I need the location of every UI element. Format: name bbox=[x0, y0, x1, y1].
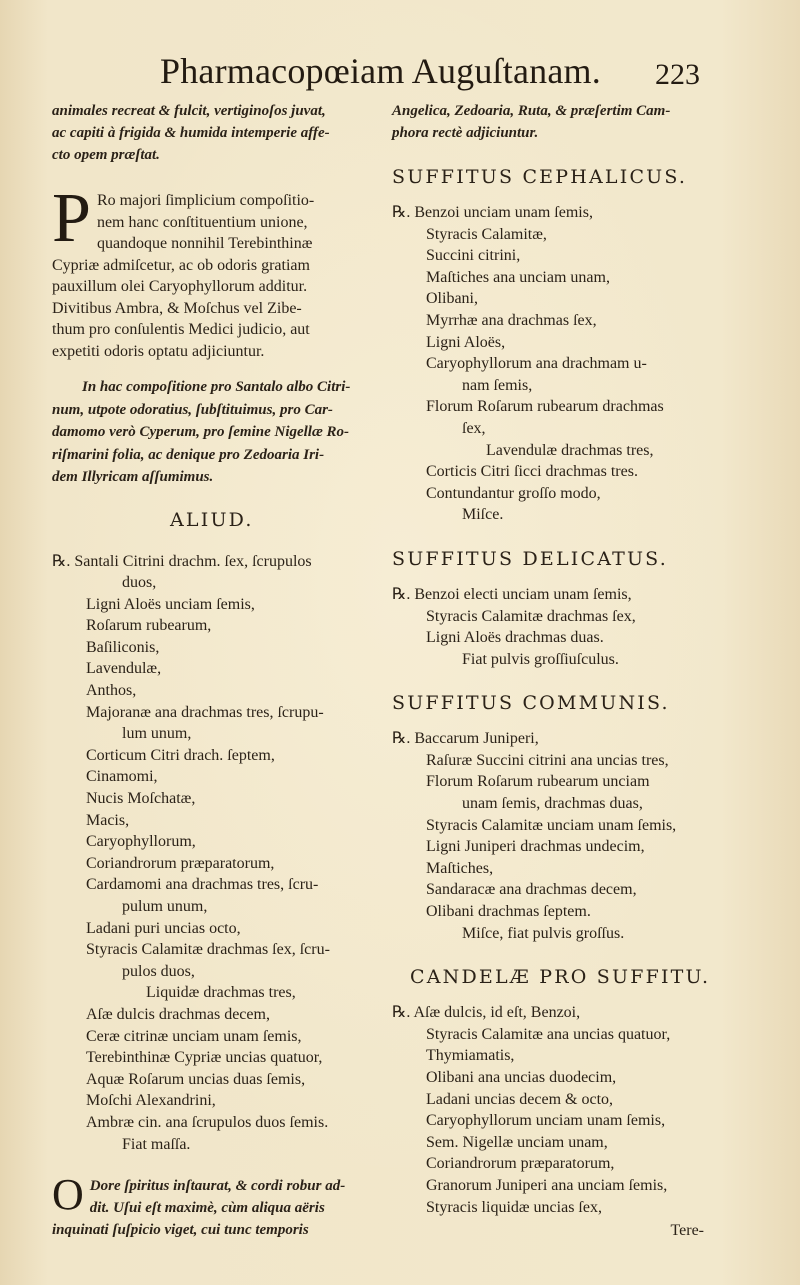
recipe-line: Styracis Calamitæ unciam unam ſemis, bbox=[426, 816, 677, 834]
text-line: damomo verò Cyperum, pro ſemine Nigellæ Ro- bbox=[52, 424, 350, 440]
text-line: Cypriæ admiſcetur, ac ob odoris gratiam bbox=[52, 256, 310, 274]
recipe-line: Ligni Aloës drachmas duas. bbox=[426, 629, 604, 647]
left-column bbox=[52, 100, 382, 1241]
recipe-line: Aſæ dulcis drachmas decem, bbox=[86, 1005, 270, 1023]
recipe-line: Caryophyllorum, bbox=[86, 833, 196, 851]
recipe-line: Nucis Moſchatæ, bbox=[86, 790, 196, 808]
recipe-first-line: ℞. Benzoi electi unciam unam ſemis, bbox=[392, 585, 632, 603]
recipe-line: Sandaracæ ana drachmas decem, bbox=[426, 881, 637, 899]
pro-paragraph bbox=[52, 180, 382, 362]
recipe-line: Granorum Juniperi ana unciam ſemis, bbox=[426, 1176, 668, 1194]
drop-cap-p: P bbox=[52, 180, 91, 257]
text-line: cto opem præſtat. bbox=[52, 147, 160, 163]
recipe-line: Maſtiches, bbox=[426, 859, 494, 877]
recipe-line: Succini citrini, bbox=[426, 247, 521, 265]
section-candelae bbox=[392, 966, 722, 1218]
drop-cap-o: O bbox=[52, 1170, 84, 1220]
text-line: animales recreat & fulcit, vertiginoſos juvat, bbox=[52, 103, 326, 119]
recipe-line: Cardamomi ana drachmas tres, ſcru- bbox=[86, 876, 319, 894]
in-hac-paragraph bbox=[52, 376, 382, 489]
recipe-line: Baſiliconis, bbox=[86, 638, 160, 656]
recipe-line: Styracis liquidæ uncias ſex, bbox=[426, 1198, 602, 1216]
recipe-line: Coriandrorum præparatorum, bbox=[426, 1155, 615, 1173]
recipe-line: Sem. Nigellæ unciam unam, bbox=[426, 1133, 608, 1151]
text-line: pauxillum olei Caryophyllorum additur. bbox=[52, 278, 308, 295]
recipe-line: Coriandrorum præparatorum, bbox=[86, 854, 275, 872]
recipe-line: Thymiamatis, bbox=[426, 1047, 515, 1065]
recipe-line: Ligni Aloës, bbox=[426, 333, 506, 351]
recipe-line: Majoranæ ana drachmas tres, ſcrupu- bbox=[86, 703, 324, 721]
recipe-line: Aquæ Roſarum uncias duas ſemis, bbox=[86, 1070, 306, 1088]
section-cephalicus bbox=[392, 166, 722, 526]
text-line: thum pro conſulentis Medici judicio, aut bbox=[52, 321, 310, 338]
recipe-line: Styracis Calamitæ drachmas ſex, ſcru- bbox=[86, 941, 330, 959]
recipe-first-line: ℞. Benzoi unciam unam ſemis, bbox=[392, 204, 593, 221]
recipe-line: Fiat maſſa. bbox=[122, 1135, 191, 1153]
recipe-line: Ceræ citrinæ unciam unam ſemis, bbox=[86, 1027, 302, 1045]
recipe-line: Macis, bbox=[86, 811, 130, 829]
recipe-line: ſex, bbox=[462, 419, 486, 437]
text-line: expetiti odoris optatu adjiciuntur. bbox=[52, 342, 265, 360]
recipe-line: Ladani uncias decem & octo, bbox=[426, 1090, 614, 1108]
recipe-line: Corticis Citri ſicci drachmas tres. bbox=[426, 463, 638, 481]
recipe-line: Miſce. bbox=[462, 506, 504, 524]
recipe-line: Styracis Calamitæ drachmas ſex, bbox=[426, 607, 636, 625]
text-line: Dore ſpiritus inſtaurat, & cordi robur ad- bbox=[89, 1178, 346, 1195]
running-head-title: Pharmacopœiam Auguſtanam. bbox=[160, 51, 601, 91]
text-line: nem hanc conſtituentium unione, bbox=[96, 213, 308, 231]
recipe-line: Ligni Juniperi drachmas undecim, bbox=[426, 838, 645, 856]
recipe-line: Lavendulæ drachmas tres, bbox=[486, 441, 654, 459]
recipe-line: pulos duos, bbox=[122, 962, 195, 980]
recipe-line: Raſuræ Succini citrini ana uncias tres, bbox=[426, 751, 669, 769]
section-delicatus bbox=[392, 548, 722, 670]
text-line: quandoque nonnihil Terebinthinæ bbox=[96, 235, 313, 252]
odore-paragraph bbox=[52, 1170, 382, 1241]
catchword: Tere- bbox=[670, 1222, 704, 1240]
recipe-line: Ligni Aloës unciam ſemis, bbox=[86, 595, 255, 613]
recipe-line: Myrrhæ ana drachmas ſex, bbox=[426, 311, 597, 329]
text-line: dit. Uſui eſt maximè, cùm aliqua aëris bbox=[89, 1200, 325, 1217]
section-heading: SUFFITUS CEPHALICUS. bbox=[392, 166, 688, 188]
recipe-line: Roſarum rubearum, bbox=[86, 617, 212, 635]
recipe-line: Corticum Citri drach. ſeptem, bbox=[86, 746, 275, 764]
section-heading: SUFFITUS COMMUNIS. bbox=[392, 692, 670, 715]
recipe-line: Anthos, bbox=[86, 682, 137, 700]
recipe-line: nam ſemis, bbox=[462, 376, 533, 394]
right-sections bbox=[392, 166, 722, 1218]
text-line: ac capiti à frigida & humida intemperie affe- bbox=[52, 125, 330, 141]
right-column bbox=[392, 100, 722, 1241]
intro-italic-left bbox=[52, 100, 382, 166]
recipe-first-line: ℞. Baccarum Juniperi, bbox=[392, 730, 539, 748]
recipe-line: Styracis Calamitæ, bbox=[426, 225, 547, 243]
text-line: inquinati ſuſpicio viget, cui tunc temporis bbox=[52, 1222, 309, 1239]
text-line: dem Illyricam aſſumimus. bbox=[52, 469, 214, 485]
recipe-line: Caryophyllorum ana drachmam u- bbox=[426, 355, 647, 373]
text-line: Ro majori ſimplicium compoſitio- bbox=[96, 192, 315, 209]
recipe-line: Florum Roſarum rubearum drachmas bbox=[426, 398, 664, 416]
text-line: num, utpote odoratius, ſubſtituimus, pro Car- bbox=[52, 401, 333, 418]
recipe-line: pulum unum, bbox=[122, 898, 208, 915]
recipe-line: Olibani, bbox=[426, 290, 478, 308]
text-line: Angelica, Zedoaria, Ruta, & præſertim Cam- bbox=[392, 103, 671, 119]
recipe-line: lum unum, bbox=[122, 725, 192, 743]
recipe-line: Fiat pulvis groſſiuſculus. bbox=[462, 650, 619, 668]
text-line: riſmarini folia, ac denique pro Zedoaria Iri- bbox=[52, 446, 325, 463]
recipe-line: Lavendulæ, bbox=[86, 660, 162, 678]
recipe-line: Terebinthinæ Cypriæ uncias quatuor, bbox=[86, 1049, 323, 1067]
recipe-line: Contundantur groſſo modo, bbox=[426, 484, 601, 502]
recipe-first-line: ℞. Aſæ dulcis, id eſt, Benzoi, bbox=[392, 1004, 581, 1022]
text-line: Divitibus Ambra, & Moſchus vel Zibe- bbox=[52, 299, 302, 317]
intro-italic-right bbox=[392, 100, 722, 144]
recipe-line: duos, bbox=[122, 574, 157, 592]
aliud-recipe bbox=[52, 551, 382, 1156]
recipe-line: Styracis Calamitæ ana uncias quatuor, bbox=[426, 1025, 671, 1043]
recipe-line: Cinamomi, bbox=[86, 768, 158, 786]
recipe-line: Ambræ cin. ana ſcrupulos duos ſemis. bbox=[86, 1113, 329, 1131]
recipe-line: Maſtiches ana unciam unam, bbox=[426, 268, 610, 286]
recipe-line: unam ſemis, drachmas duas, bbox=[462, 795, 643, 813]
recipe-line: Miſce, fiat pulvis groſſus. bbox=[462, 924, 625, 942]
recipe-first-line: ℞. Santali Citrini drachm. ſex, ſcrupulos bbox=[52, 552, 312, 570]
section-heading: CANDELÆ PRO SUFFITU. bbox=[410, 966, 711, 989]
text-line: phora rectè adjiciuntur. bbox=[392, 125, 539, 141]
section-heading: SUFFITUS DELICATUS. bbox=[392, 547, 668, 570]
page-number: 223 bbox=[655, 58, 700, 91]
section-communis bbox=[392, 692, 722, 944]
recipe-line: Liquidæ drachmas tres, bbox=[146, 984, 296, 1002]
recipe-line: Olibani drachmas ſeptem. bbox=[426, 903, 591, 921]
recipe-line: Olibani ana uncias duodecim, bbox=[426, 1069, 617, 1086]
recipe-line: Moſchi Alexandrini, bbox=[86, 1092, 216, 1110]
recipe-line: Caryophyllorum unciam unam ſemis, bbox=[426, 1112, 666, 1130]
heading-aliud: ALIUD. bbox=[170, 508, 254, 531]
recipe-line: Ladani puri uncias octo, bbox=[86, 919, 241, 937]
text-line: In hac compoſitione pro Santalo albo Citri- bbox=[82, 379, 351, 395]
recipe-line: Florum Roſarum rubearum unciam bbox=[426, 773, 650, 791]
